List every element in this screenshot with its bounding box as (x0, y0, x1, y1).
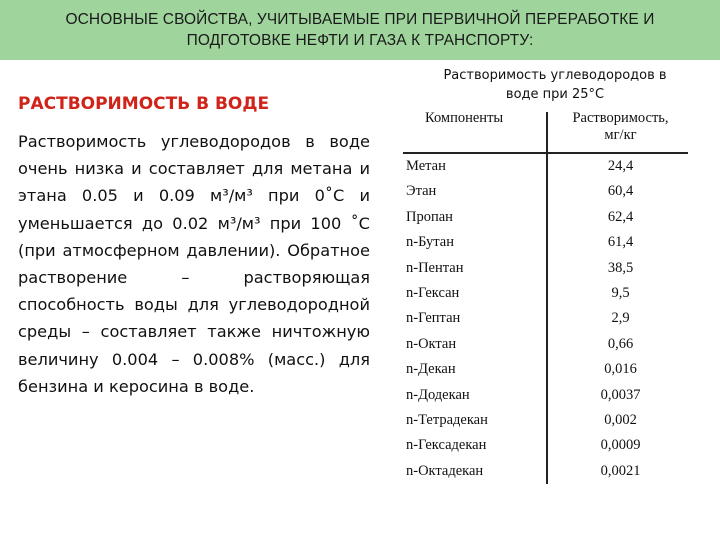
solubility-value: 38,5 (607, 259, 634, 276)
solubility-table (403, 108, 688, 488)
component-name: n-Гептан (406, 310, 461, 327)
column-header-solubility (553, 110, 688, 144)
component-name: n-Октадекан (406, 462, 484, 479)
slide-title-line-1: ОСНОВНЫЕ СВОЙСТВА, УЧИТЫВАЕМЫЕ ПРИ ПЕРВИЧНОЙ ПЕРЕРАБОТКЕ И (65, 11, 655, 28)
solubility-value: 24,4 (607, 158, 634, 174)
component-name: Этан (406, 183, 437, 200)
solubility-value: 0,0009 (600, 437, 641, 454)
component-name: n-Гексан (406, 284, 460, 301)
solubility-value: 9,5 (611, 284, 630, 301)
table-row (403, 257, 688, 282)
table-row (403, 231, 688, 256)
table-row (403, 180, 688, 205)
solubility-value: 0,002 (604, 411, 637, 428)
section-body (18, 128, 370, 400)
table-body (403, 155, 688, 485)
table-row (403, 282, 688, 307)
table-row (403, 358, 688, 383)
table-caption (405, 66, 705, 104)
solubility-value: 0,0037 (600, 386, 641, 403)
solubility-value: 0,66 (607, 335, 634, 352)
section-title: РАСТВОРИМОСТЬ В ВОДЕ (18, 94, 270, 114)
solubility-value: 60,4 (607, 183, 634, 200)
solubility-value: 0,016 (604, 361, 637, 378)
table-caption-line-1: Растворимость углеводородов в (443, 68, 667, 83)
section-paragraph: Растворимость углеводородов в воде очень низка и составляет для метана и этана 0.05 и 0.09 м³/м³ при 0˚С и уменьшается до 0.02 м³/м³ при 100 ˚С (при атмосферном давлении). Обратное растворение – растворяющая способность воды для углеводородной среды – составляет также ничтожную величину 0.004 – 0.008% (масс.) для бензина и керосина в воде. (18, 132, 370, 396)
component-name: n-Додекан (406, 386, 470, 403)
table-row (403, 307, 688, 332)
component-name: Пропан (406, 208, 453, 225)
table-row (403, 434, 688, 459)
component-name: n-Гексадекан (406, 437, 487, 454)
table-row (403, 206, 688, 231)
component-name: n-Бутан (406, 234, 455, 251)
solubility-value: 61,4 (607, 234, 634, 251)
table-row (403, 460, 688, 485)
component-name: n-Декан (406, 361, 456, 378)
component-name: n-Тетрадекан (406, 411, 488, 428)
slide-header (0, 0, 720, 60)
table-row (403, 333, 688, 358)
table-row (403, 155, 688, 180)
slide-title-line-2: ПОДГОТОВКЕ НЕФТИ И ГАЗА К ТРАНСПОРТУ: (186, 32, 534, 49)
table-row (403, 384, 688, 409)
column-header-solubility-unit: мг/кг (604, 127, 637, 143)
column-header-solubility-line-1: Растворимость, (572, 110, 669, 126)
component-name: n-Октан (406, 335, 457, 352)
component-name: Метан (406, 158, 446, 174)
solubility-value: 62,4 (607, 208, 634, 225)
table-caption-line-2: воде при 25°С (505, 87, 605, 102)
component-name: n-Пентан (406, 259, 464, 276)
solubility-value: 2,9 (611, 310, 630, 327)
table-row (403, 409, 688, 434)
column-header-component: Компоненты (425, 110, 504, 126)
solubility-value: 0,0021 (600, 462, 641, 479)
